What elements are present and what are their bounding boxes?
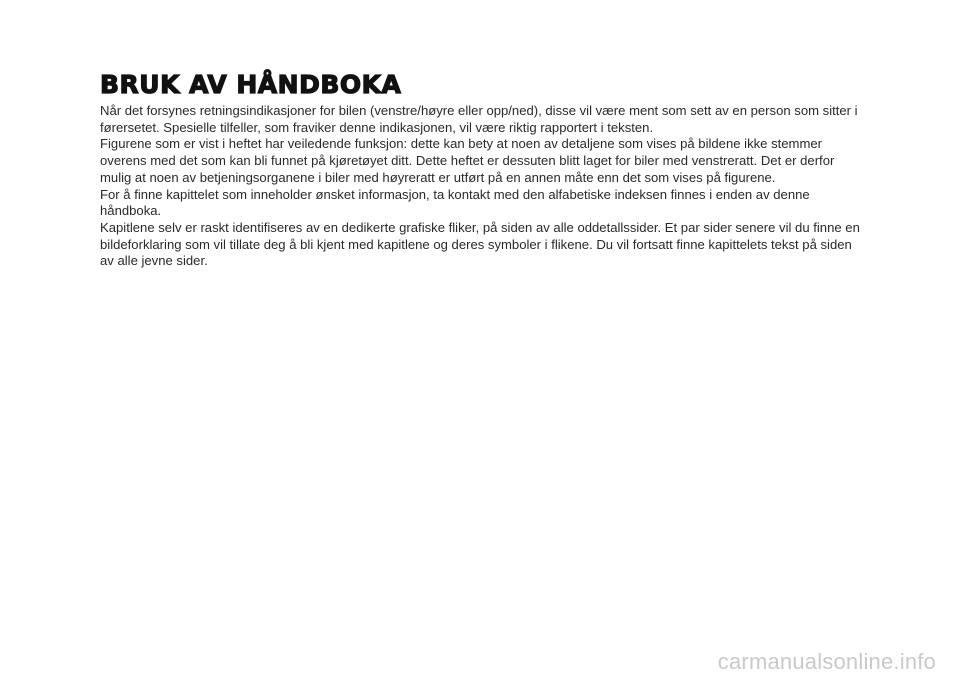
paragraph-index: For å finne kapittelet som inneholder ønsket informasjon, ta kontakt med den alfabetiske indeksen finnes i enden av denne håndboka. — [100, 186, 810, 219]
paragraph-figures: Figurene som er vist i heftet har veiledende funksjon: dette kan bety at noen av detaljene som vises på bildene ikke stemmer overens med det som kan bli funnet på kjøretøyet ditt. Dette heftet er dessuten blitt laget for biler med venstreratt. Det er derfor mulig at noen av betjeningsorganene i biler med høyreratt er utført på en annen måte enn det som vises på figurene. — [100, 136, 835, 185]
watermark: carmanualsonline.info — [717, 649, 936, 674]
page-title: BRUK AV HÅNDBOKA — [100, 70, 402, 99]
paragraph-directions: Når det forsynes retningsindikasjoner for bilen (venstre/høyre eller opp/ned), disse vil være ment som sett av en person som sitter i førersetet. Spesielle tilfeller, som fraviker denne indikasjonen, vil være riktig rapportert i teksten. — [100, 103, 858, 135]
body-text — [100, 103, 860, 270]
paragraph-chapters: Kapitlene selv er raskt identifiseres av en dedikerte grafiske fliker, på siden av alle oddetallssider. Et par sider senere vil du finne en bildeforklaring som vil tillate deg å bli kjent med kapitlene og deres symboler i flikene. Du vil fortsatt finne kapittelets tekst på siden av alle jevne sider. — [100, 219, 860, 269]
